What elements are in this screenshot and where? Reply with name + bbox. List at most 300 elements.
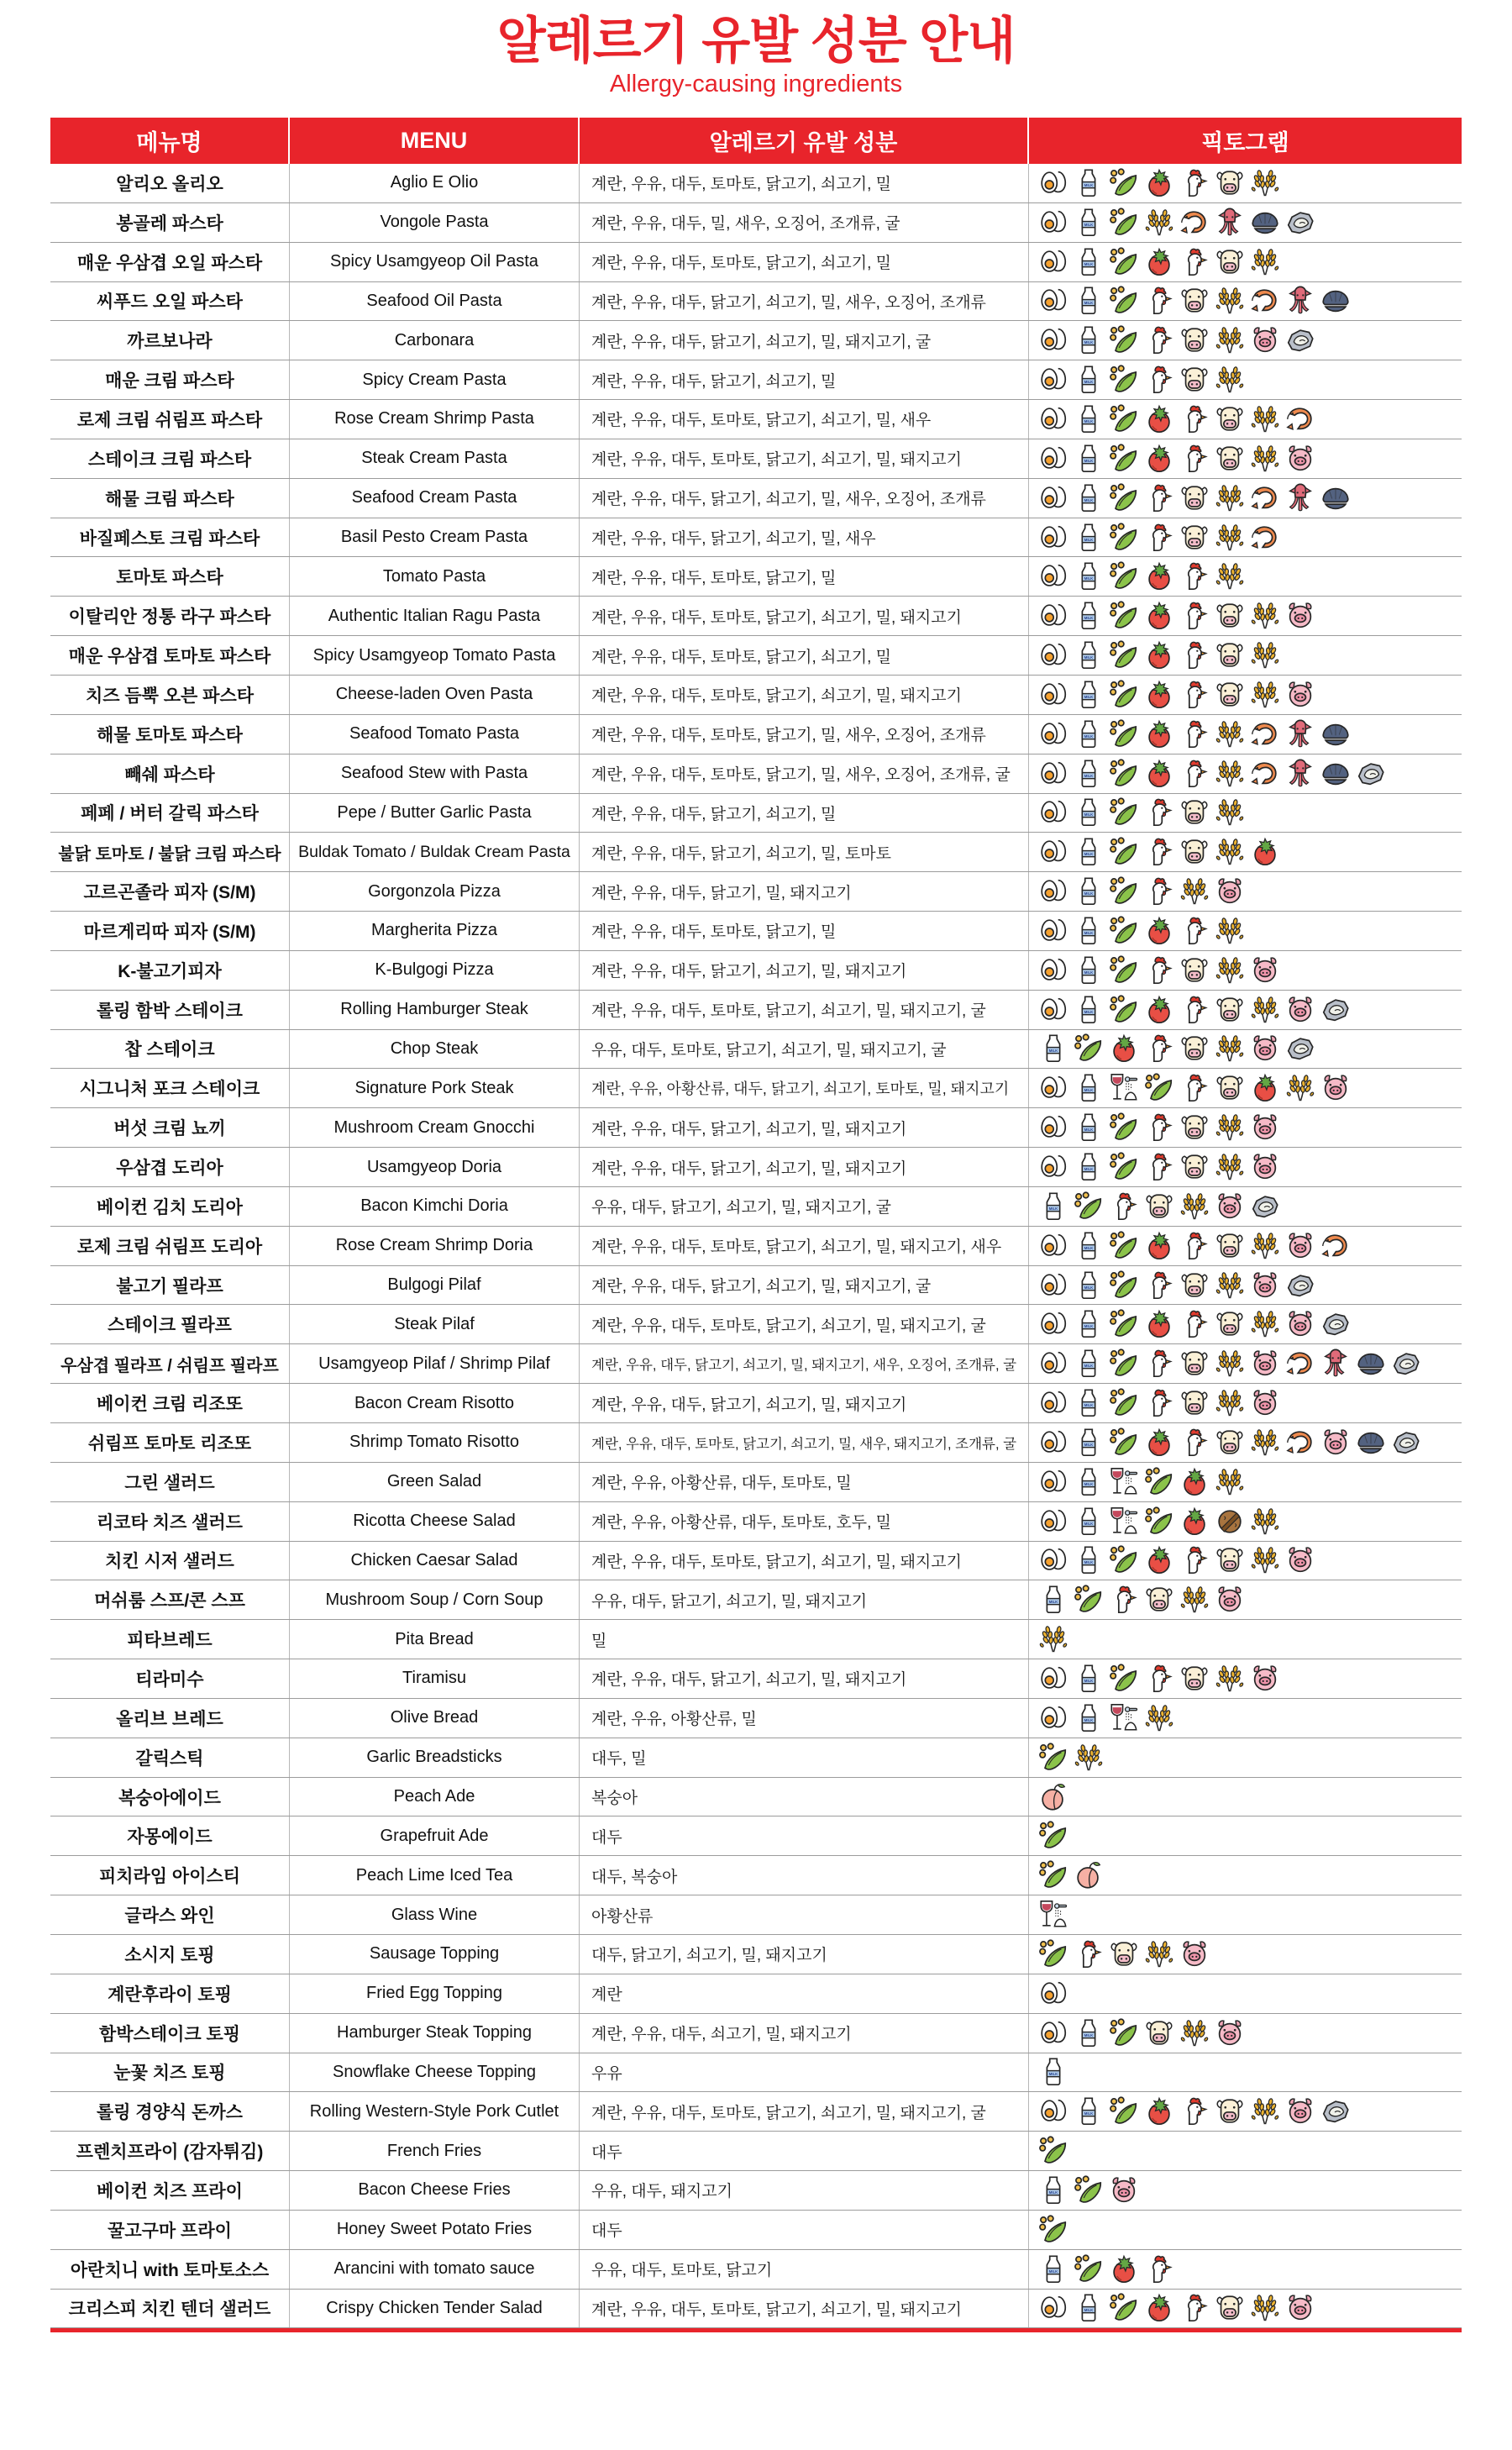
allergen-list xyxy=(580,1384,1029,1422)
allergen-list-text: 우유 xyxy=(591,2064,622,2083)
menu-name-kr xyxy=(50,1305,290,1343)
oyster-icon xyxy=(1284,1270,1316,1301)
egg-icon xyxy=(1037,718,1069,750)
menu-name-en xyxy=(290,1935,580,1974)
allergen-list-text: 우유, 대두, 토마토, 닭고기 xyxy=(591,2262,773,2280)
egg-icon xyxy=(1037,1230,1069,1262)
pictogram-cell xyxy=(1029,1580,1462,1619)
allergen-list-text: 대두 xyxy=(591,1828,622,1847)
soybean-icon xyxy=(1108,167,1140,199)
chicken-icon xyxy=(1179,915,1210,947)
allergen-list-text: 계란, 우유, 대두, 토마토, 닭고기, 쇠고기, 밀, 돼지고기 xyxy=(591,687,962,706)
allergen-list xyxy=(580,1620,1029,1659)
menu-name-kr xyxy=(50,1266,290,1305)
egg-icon xyxy=(1037,285,1069,317)
pictogram-cell xyxy=(1029,2092,1462,2131)
menu-name-kr xyxy=(50,1778,290,1816)
pictogram-cell xyxy=(1029,1423,1462,1462)
menu-name-kr xyxy=(50,1108,290,1147)
soybean-icon xyxy=(1073,1584,1105,1616)
beef-icon xyxy=(1214,1544,1246,1576)
menu-name-en-text: Usamgyeop Doria xyxy=(366,1157,502,1176)
menu-name-kr xyxy=(50,951,290,990)
menu-name-kr-text: 함박스테이크 토핑 xyxy=(98,2024,241,2044)
allergen-list xyxy=(580,597,1029,635)
allergen-list xyxy=(580,1542,1029,1580)
menu-name-kr-text: 베이컨 크림 리조또 xyxy=(97,1395,243,1415)
beef-icon xyxy=(1179,522,1210,554)
allergen-list-text: 계란, 우유, 대두, 닭고기, 밀, 돼지고기 xyxy=(591,884,852,902)
allergen-list xyxy=(580,2250,1029,2289)
menu-name-en-text: Signature Pork Steak xyxy=(354,1078,514,1097)
menu-name-en-text: Fried Egg Topping xyxy=(366,1984,502,2003)
menu-name-en-text: Usamgyeop Pilaf / Shrimp Pilaf xyxy=(318,1354,550,1373)
allergen-list-text: 우유, 대두, 돼지고기 xyxy=(591,2183,732,2201)
allergen-list-text: 우유, 대두, 토마토, 닭고기, 쇠고기, 밀, 돼지고기, 굴 xyxy=(591,1041,947,1059)
menu-name-kr xyxy=(50,991,290,1029)
walnut-icon xyxy=(1214,1506,1246,1538)
menu-name-en xyxy=(290,2092,580,2131)
menu-name-kr xyxy=(50,754,290,793)
pork-icon xyxy=(1320,1427,1352,1459)
menu-name-kr-text: 프렌치프라이 (감자튀김) xyxy=(76,2142,264,2163)
soybean-icon xyxy=(1108,718,1140,750)
pork-icon xyxy=(1249,1270,1281,1301)
soybean-icon xyxy=(1108,758,1140,790)
allergen-list xyxy=(580,1148,1029,1186)
menu-name-kr xyxy=(50,321,290,360)
table-row xyxy=(50,1030,1462,1070)
soybean-icon xyxy=(1108,522,1140,554)
menu-name-kr-text: 베이컨 김치 도리아 xyxy=(97,1197,243,1217)
menu-name-en-text: Tiramisu xyxy=(402,1669,466,1688)
allergen-list-text: 계란, 우유, 대두, 토마토, 닭고기, 쇠고기, 밀, 돼지고기 xyxy=(591,2300,962,2319)
milk-icon xyxy=(1073,915,1105,947)
pictogram-cell xyxy=(1029,1108,1462,1147)
milk-icon xyxy=(1073,1427,1105,1459)
wheat-icon xyxy=(1249,246,1281,278)
chicken-icon xyxy=(1179,443,1210,475)
allergen-list xyxy=(580,518,1029,557)
allergen-list xyxy=(580,1069,1029,1107)
table-row xyxy=(50,2132,1462,2171)
beef-icon xyxy=(1179,836,1210,868)
egg-icon xyxy=(1037,954,1069,986)
milk-icon xyxy=(1073,364,1105,396)
beef-icon xyxy=(1143,2017,1175,2049)
menu-name-en xyxy=(290,557,580,596)
pictogram-cell xyxy=(1029,1069,1462,1107)
allergen-list-text: 계란, 우유, 대두, 닭고기, 쇠고기, 밀 xyxy=(591,372,837,391)
milk-icon xyxy=(1073,207,1105,239)
wheat-icon xyxy=(1249,1544,1281,1576)
chicken-icon xyxy=(1179,1544,1210,1576)
allergen-list xyxy=(580,1816,1029,1855)
allergen-list-text: 대두, 닭고기, 쇠고기, 밀, 돼지고기 xyxy=(591,1947,827,1965)
allergy-table xyxy=(50,118,1462,2328)
menu-name-kr-text: 빼쉐 파스타 xyxy=(124,765,215,785)
table-row xyxy=(50,557,1462,597)
allergen-list xyxy=(580,243,1029,281)
chicken-icon xyxy=(1179,1308,1210,1340)
allergen-list xyxy=(580,1974,1029,2013)
pork-icon xyxy=(1284,2292,1316,2324)
milk-icon xyxy=(1073,954,1105,986)
menu-name-en xyxy=(290,518,580,557)
menu-name-kr-text: 복숭아에이드 xyxy=(118,1788,221,1808)
menu-name-en xyxy=(290,1108,580,1147)
menu-name-kr-text: 고르곤졸라 피자 (S/M) xyxy=(83,883,256,903)
menu-name-en-text: Spicy Usamgyeop Oil Pasta xyxy=(330,252,538,271)
page-subtitle: Allergy-causing ingredients xyxy=(609,71,903,97)
menu-name-en-text: Aglio E Olio xyxy=(390,173,479,192)
oyster-icon xyxy=(1390,1427,1422,1459)
chicken-icon xyxy=(1073,1938,1105,1970)
oyster-icon xyxy=(1284,207,1316,239)
milk-icon xyxy=(1073,2292,1105,2324)
allergen-list-text: 계란, 우유, 대두, 닭고기, 쇠고기, 밀, 돼지고기 xyxy=(591,963,907,981)
tomato-icon xyxy=(1143,679,1175,711)
chicken-icon xyxy=(1143,1663,1175,1695)
milk-icon xyxy=(1073,403,1105,435)
menu-name-en xyxy=(290,1463,580,1501)
menu-name-en xyxy=(290,833,580,871)
egg-icon xyxy=(1037,679,1069,711)
pictogram-cell xyxy=(1029,1935,1462,1974)
beef-icon xyxy=(1179,1387,1210,1419)
menu-name-kr xyxy=(50,1069,290,1107)
allergen-list xyxy=(580,2092,1029,2131)
pictogram-cell xyxy=(1029,203,1462,242)
milk-icon xyxy=(1073,600,1105,632)
allergen-list xyxy=(580,479,1029,518)
wheat-icon xyxy=(1249,1427,1281,1459)
chicken-icon xyxy=(1179,1427,1210,1459)
menu-name-en xyxy=(290,1659,580,1698)
pictogram-cell xyxy=(1029,1187,1462,1226)
table-row xyxy=(50,636,1462,676)
tomato-icon xyxy=(1143,2292,1175,2324)
menu-name-en-text: Hamburger Steak Topping xyxy=(337,2023,532,2043)
menu-name-kr-text: 스테이크 필라프 xyxy=(108,1316,232,1336)
allergen-list-text: 계란, 우유, 아황산류, 대두, 토마토, 밀 xyxy=(591,1475,852,1493)
allergen-list xyxy=(580,1502,1029,1541)
chicken-icon xyxy=(1143,1112,1175,1144)
menu-name-kr xyxy=(50,2014,290,2053)
menu-name-en xyxy=(290,1778,580,1816)
peach-icon xyxy=(1073,1859,1105,1891)
menu-name-kr xyxy=(50,2092,290,2131)
soybean-icon xyxy=(1108,1387,1140,1419)
menu-name-kr-text: 티라미수 xyxy=(135,1669,204,1690)
allergen-list-text: 계란, 우유, 대두, 토마토, 닭고기, 쇠고기, 밀, 돼지고기, 새우 xyxy=(591,1238,1002,1257)
menu-name-en xyxy=(290,2211,580,2249)
menu-name-kr-text: 해물 토마토 파스타 xyxy=(97,725,243,745)
menu-name-kr-text: 매운 우삼겹 오일 파스타 xyxy=(76,253,263,273)
wheat-icon xyxy=(1214,324,1246,356)
soybean-icon xyxy=(1108,285,1140,317)
pork-icon xyxy=(1284,2095,1316,2127)
egg-icon xyxy=(1037,522,1069,554)
tomato-icon xyxy=(1108,1033,1140,1065)
pictogram-cell xyxy=(1029,1463,1462,1501)
menu-name-en xyxy=(290,872,580,911)
table-row xyxy=(50,715,1462,754)
shrimp-icon xyxy=(1284,1348,1316,1380)
menu-name-kr-text: 치즈 듬뿍 오븐 파스타 xyxy=(85,686,255,706)
shellfish-icon xyxy=(1355,1427,1387,1459)
menu-name-en xyxy=(290,2171,580,2210)
wheat-icon xyxy=(1249,2095,1281,2127)
wheat-icon xyxy=(1214,560,1246,592)
egg-icon xyxy=(1037,994,1069,1026)
allergen-list-text: 계란, 우유, 대두, 토마토, 닭고기, 쇠고기, 밀, 새우, 돼지고기, 조개류, 굴 xyxy=(591,1436,1017,1452)
wheat-icon xyxy=(1249,403,1281,435)
chicken-icon xyxy=(1108,1191,1140,1222)
menu-name-kr-text: 갈릭스틱 xyxy=(135,1748,204,1769)
soybean-icon xyxy=(1073,2174,1105,2206)
chicken-icon xyxy=(1179,718,1210,750)
soybean-icon xyxy=(1108,2292,1140,2324)
table-row xyxy=(50,1305,1462,1344)
egg-icon xyxy=(1037,758,1069,790)
egg-icon xyxy=(1037,1072,1069,1104)
table-row xyxy=(50,2211,1462,2250)
pork-icon xyxy=(1284,1544,1316,1576)
pictogram-cell xyxy=(1029,715,1462,754)
menu-name-en xyxy=(290,1227,580,1265)
table-row xyxy=(50,1266,1462,1306)
milk-icon xyxy=(1073,836,1105,868)
tomato-icon xyxy=(1143,560,1175,592)
allergen-list-text: 계란, 우유, 대두, 토마토, 닭고기, 밀 xyxy=(591,923,837,942)
egg-icon xyxy=(1037,1112,1069,1144)
tomato-icon xyxy=(1143,639,1175,671)
pictogram-cell xyxy=(1029,636,1462,675)
table-row xyxy=(50,1816,1462,1856)
egg-icon xyxy=(1037,364,1069,396)
soybean-icon xyxy=(1108,639,1140,671)
chicken-icon xyxy=(1143,954,1175,986)
table-row xyxy=(50,676,1462,715)
menu-name-en-text: Peach Lime Iced Tea xyxy=(355,1865,513,1885)
menu-name-en-text: Steak Cream Pasta xyxy=(361,449,507,468)
pictogram-cell xyxy=(1029,2290,1462,2328)
squid-icon xyxy=(1320,1348,1352,1380)
allergen-list-text: 우유, 대두, 닭고기, 쇠고기, 밀, 돼지고기 xyxy=(591,1592,868,1611)
allergen-list-text: 대두 xyxy=(591,2222,622,2241)
menu-name-en xyxy=(290,912,580,950)
egg-icon xyxy=(1037,403,1069,435)
pork-icon xyxy=(1284,600,1316,632)
sulfites-icon xyxy=(1037,1899,1069,1931)
menu-name-kr xyxy=(50,1856,290,1895)
table-row xyxy=(50,833,1462,872)
menu-name-kr-text: 알리오 올리오 xyxy=(116,174,223,194)
menu-name-en-text: Peach Ade xyxy=(393,1787,475,1806)
allergen-list-text: 대두, 복숭아 xyxy=(591,1868,678,1886)
menu-name-en xyxy=(290,794,580,833)
soybean-icon xyxy=(1108,1112,1140,1144)
menu-name-kr-text: 매운 크림 파스타 xyxy=(105,371,234,392)
pictogram-cell xyxy=(1029,1778,1462,1816)
menu-name-kr-text: 마르게리따 피자 (S/M) xyxy=(83,922,256,942)
allergen-list xyxy=(580,676,1029,714)
pork-icon xyxy=(1249,324,1281,356)
milk-icon xyxy=(1073,246,1105,278)
menu-name-en xyxy=(290,1856,580,1895)
pictogram-cell xyxy=(1029,1542,1462,1580)
menu-name-kr xyxy=(50,1895,290,1934)
tomato-icon xyxy=(1143,1308,1175,1340)
egg-icon xyxy=(1037,915,1069,947)
table-row xyxy=(50,1580,1462,1620)
menu-name-en xyxy=(290,2250,580,2289)
allergen-list-text: 계란, 우유, 대두, 토마토, 닭고기, 쇠고기, 밀, 새우 xyxy=(591,412,932,430)
allergen-list xyxy=(580,1423,1029,1462)
soybean-icon xyxy=(1108,364,1140,396)
soybean-icon xyxy=(1108,403,1140,435)
chicken-icon xyxy=(1179,600,1210,632)
wheat-icon xyxy=(1214,482,1246,514)
table-row xyxy=(50,1699,1462,1738)
beef-icon xyxy=(1179,797,1210,828)
chicken-icon xyxy=(1143,797,1175,828)
milk-icon xyxy=(1073,285,1105,317)
pictogram-cell xyxy=(1029,360,1462,399)
milk-icon xyxy=(1073,639,1105,671)
milk-icon xyxy=(1073,2017,1105,2049)
menu-name-kr-text: 까르보나라 xyxy=(127,332,213,352)
pork-icon xyxy=(1284,679,1316,711)
milk-icon xyxy=(1073,1544,1105,1576)
oyster-icon xyxy=(1249,1191,1281,1222)
pork-icon xyxy=(1284,1230,1316,1262)
egg-icon xyxy=(1037,1702,1069,1734)
shellfish-icon xyxy=(1320,482,1352,514)
menu-name-kr xyxy=(50,1816,290,1855)
pictogram-cell xyxy=(1029,1738,1462,1777)
menu-name-kr xyxy=(50,2171,290,2210)
tomato-icon xyxy=(1143,403,1175,435)
milk-icon xyxy=(1073,1387,1105,1419)
wheat-icon xyxy=(1179,1584,1210,1616)
menu-name-kr xyxy=(50,1344,290,1383)
tomato-icon xyxy=(1179,1466,1210,1498)
chicken-icon xyxy=(1179,167,1210,199)
menu-name-kr xyxy=(50,1030,290,1069)
milk-icon xyxy=(1037,2253,1069,2285)
menu-name-kr-text: 불고기 필라프 xyxy=(116,1276,223,1296)
allergen-list xyxy=(580,360,1029,399)
beef-icon xyxy=(1214,167,1246,199)
shrimp-icon xyxy=(1249,285,1281,317)
milk-icon xyxy=(1073,718,1105,750)
wheat-icon xyxy=(1249,1506,1281,1538)
table-row xyxy=(50,1108,1462,1148)
sulfites-icon xyxy=(1108,1072,1140,1104)
menu-name-en-text: Ricotta Cheese Salad xyxy=(353,1512,516,1531)
wheat-icon xyxy=(1249,167,1281,199)
menu-name-kr-text: 우삼겹 필라프 / 쉬림프 필라프 xyxy=(60,1356,279,1375)
table-row xyxy=(50,518,1462,558)
wheat-icon xyxy=(1214,954,1246,986)
menu-name-kr-text: 바질페스토 크림 파스타 xyxy=(79,528,260,549)
egg-icon xyxy=(1037,600,1069,632)
table-row xyxy=(50,1778,1462,1817)
menu-name-kr-text: 로제 크림 쉬림프 도리아 xyxy=(76,1237,263,1257)
pork-icon xyxy=(1249,1033,1281,1065)
menu-name-kr-text: 씨푸드 오일 파스타 xyxy=(97,292,243,313)
milk-icon xyxy=(1073,1702,1105,1734)
egg-icon xyxy=(1037,1506,1069,1538)
pork-icon xyxy=(1284,443,1316,475)
wheat-icon xyxy=(1143,1702,1175,1734)
table-row xyxy=(50,2014,1462,2053)
pork-icon xyxy=(1108,2174,1140,2206)
wheat-icon xyxy=(1143,207,1175,239)
table-row xyxy=(50,1935,1462,1974)
chicken-icon xyxy=(1179,2292,1210,2324)
allergen-list-text: 계란, 우유, 대두, 토마토, 닭고기, 쇠고기, 밀 xyxy=(591,176,892,194)
egg-icon xyxy=(1037,1387,1069,1419)
menu-name-en xyxy=(290,597,580,635)
allergen-list-text: 계란, 우유, 아황산류, 밀 xyxy=(591,1711,757,1729)
allergen-list-text: 계란, 우유, 대두, 닭고기, 쇠고기, 밀, 돼지고기, 굴 xyxy=(591,1278,932,1296)
pictogram-cell xyxy=(1029,1384,1462,1422)
table-row xyxy=(50,1856,1462,1895)
egg-icon xyxy=(1037,2095,1069,2127)
egg-icon xyxy=(1037,639,1069,671)
milk-icon xyxy=(1037,1584,1069,1616)
wheat-icon xyxy=(1214,1033,1246,1065)
menu-name-kr-text: 해물 크림 파스타 xyxy=(105,489,234,509)
allergen-list xyxy=(580,1856,1029,1895)
milk-icon xyxy=(1073,1072,1105,1104)
allergen-list-text: 계란, 우유, 대두, 토마토, 닭고기, 쇠고기, 밀 xyxy=(591,648,892,666)
allergen-list xyxy=(580,1580,1029,1619)
wheat-icon xyxy=(1214,1348,1246,1380)
menu-name-en-text: Bulgogi Pilaf xyxy=(387,1275,481,1295)
egg-icon xyxy=(1037,207,1069,239)
milk-icon xyxy=(1073,482,1105,514)
chicken-icon xyxy=(1179,994,1210,1026)
table-row xyxy=(50,2250,1462,2290)
table-row xyxy=(50,951,1462,991)
wheat-icon xyxy=(1214,1387,1246,1419)
menu-name-en-text: Buldak Tomato / Buldak Cream Pasta xyxy=(298,842,570,861)
allergen-list-text: 아황산류 xyxy=(591,1907,654,1926)
shrimp-icon xyxy=(1249,718,1281,750)
allergen-list-text: 계란, 우유, 대두, 닭고기, 쇠고기, 밀, 돼지고기, 새우, 오징어, 조개류, 굴 xyxy=(591,1358,1017,1374)
shrimp-icon xyxy=(1284,1427,1316,1459)
chicken-icon xyxy=(1143,1270,1175,1301)
allergen-list xyxy=(580,912,1029,950)
wheat-icon xyxy=(1214,522,1246,554)
egg-icon xyxy=(1037,1466,1069,1498)
sulfites-icon xyxy=(1108,1506,1140,1538)
menu-name-kr-text: 롤링 함박 스테이크 xyxy=(97,1001,243,1021)
menu-name-en xyxy=(290,1344,580,1383)
allergen-list xyxy=(580,2014,1029,2053)
wheat-icon xyxy=(1143,1938,1175,1970)
wheat-icon xyxy=(1214,797,1246,828)
menu-name-en xyxy=(290,360,580,399)
soybean-icon xyxy=(1108,560,1140,592)
table-row xyxy=(50,243,1462,282)
shrimp-icon xyxy=(1249,482,1281,514)
chicken-icon xyxy=(1143,1033,1175,1065)
